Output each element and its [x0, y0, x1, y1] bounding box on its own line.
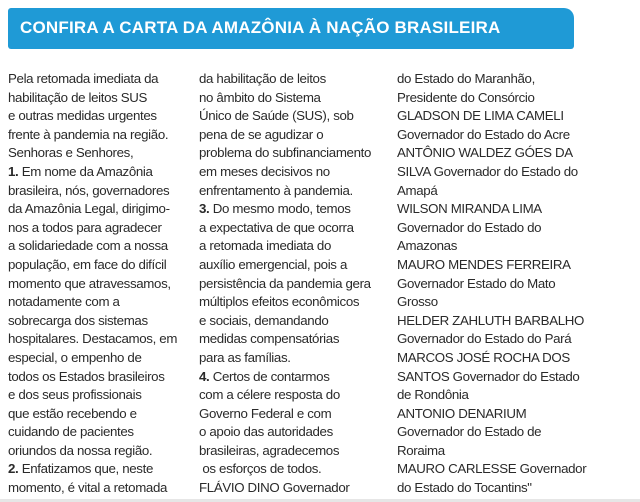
text-line: [397, 423, 597, 442]
text-line: [8, 107, 183, 126]
text-line: [199, 405, 379, 424]
line-text: do Estado do Maranhão,: [397, 71, 535, 86]
text-line: [199, 386, 379, 405]
line-text: Amazonas: [397, 238, 458, 254]
text-line: [397, 405, 597, 424]
line-text: Enfatizamos que, neste: [18, 461, 153, 477]
text-line: [397, 293, 597, 312]
paragraph-number: 2.: [8, 461, 19, 477]
text-line: [199, 442, 379, 461]
text-line: [199, 182, 379, 201]
text-line: [199, 126, 379, 145]
line-text: brasileira, nós, governadores: [8, 182, 170, 198]
text-line: [199, 144, 379, 163]
text-line: [199, 89, 379, 108]
text-column-2: [199, 70, 379, 498]
line-text: nos a todos para agradecer: [8, 219, 162, 235]
line-text: em meses decisivos no: [199, 163, 330, 179]
line-text: SANTOS Governador do Estado: [397, 368, 580, 384]
page-title: CONFIRA A CARTA DA AMAZÔNIA À NAÇÃO BRASILEIRA: [20, 18, 501, 37]
line-text: momento, é vital a retomada: [8, 480, 168, 496]
line-text: de Rondônia: [397, 387, 469, 403]
line-text: Senhoras e Senhores,: [8, 145, 134, 161]
line-text: e sociais, demandando: [199, 312, 329, 328]
line-text: especial, o empenho de: [8, 349, 142, 365]
line-text: a retomada imediata do: [199, 238, 332, 254]
text-line: [397, 442, 597, 461]
text-line: [397, 163, 597, 182]
line-text: HELDER ZAHLUTH BARBALHO: [397, 312, 585, 328]
line-text: sobrecarga dos sistemas: [8, 312, 148, 328]
text-line: [8, 144, 183, 163]
paragraph-number: 3.: [199, 201, 210, 217]
paragraph-number: 4.: [199, 368, 210, 384]
line-text: e outras medidas urgentes: [8, 108, 157, 124]
text-line: [8, 275, 183, 294]
text-line: [199, 293, 379, 312]
text-line: [199, 479, 379, 498]
text-line: [199, 368, 379, 387]
line-text: MAURO CARLESSE Governador: [397, 461, 587, 477]
text-line: [8, 423, 183, 442]
text-column-3: [397, 70, 597, 498]
line-text: GLADSON DE LIMA CAMELI: [397, 108, 564, 124]
text-line: [8, 368, 183, 387]
line-text: a solidariedade com a nossa: [8, 238, 168, 254]
line-text: momento que atravessamos,: [8, 275, 171, 291]
text-line: [397, 275, 597, 294]
line-text: cuidando de pacientes: [8, 424, 134, 440]
line-text: persistência da pandemia gera: [199, 275, 371, 291]
line-text: Governador do Estado do Acre: [397, 126, 570, 142]
text-line: [397, 89, 597, 108]
text-line: [8, 442, 183, 461]
line-text: Governador do Estado do: [397, 219, 542, 235]
line-text: da habilitação de leitos: [199, 71, 326, 86]
text-line: [397, 330, 597, 349]
text-line: [8, 460, 183, 479]
line-text: habilitação de leitos SUS: [8, 89, 148, 105]
line-text: Governador do Estado de: [397, 424, 542, 440]
text-line: [199, 330, 379, 349]
text-line: [8, 126, 183, 145]
text-line: [8, 479, 183, 498]
line-text: FLÁVIO DINO Governador: [199, 480, 350, 496]
text-line: [8, 163, 183, 182]
text-line: [8, 237, 183, 256]
line-text: MARCOS JOSÉ ROCHA DOS: [397, 349, 570, 365]
text-line: [397, 107, 597, 126]
line-text: da Amazônia Legal, dirigimo-: [8, 201, 170, 217]
line-text: SILVA Governador do Estado do: [397, 163, 578, 179]
text-line: [8, 386, 183, 405]
line-text: Único de Saúde (SUS), sob: [199, 108, 354, 124]
line-text: Grosso: [397, 294, 438, 310]
line-text: Governo Federal e com: [199, 405, 332, 421]
text-line: [8, 182, 183, 201]
text-line: [397, 312, 597, 331]
text-column-1: [8, 70, 183, 498]
text-line: [199, 237, 379, 256]
line-text: do Estado do Tocantins": [397, 480, 532, 496]
text-line: [8, 293, 183, 312]
text-line: [397, 256, 597, 275]
text-line: [199, 256, 379, 275]
line-text: e dos seus profissionais: [8, 387, 142, 403]
line-text: Amapá: [397, 182, 438, 198]
line-text: MAURO MENDES FERREIRA: [397, 256, 571, 272]
line-text: Presidente do Consórcio: [397, 89, 535, 105]
line-text: para as famílias.: [199, 349, 291, 365]
line-text: Do mesmo modo, temos: [209, 201, 351, 217]
title-banner: [8, 8, 574, 49]
line-text: no âmbito do Sistema: [199, 89, 321, 105]
line-text: ANTÔNIO WALDEZ GÓES DA: [397, 145, 573, 161]
text-line: [397, 368, 597, 387]
text-line: [397, 349, 597, 368]
text-line: [199, 423, 379, 442]
text-line: [397, 182, 597, 201]
text-line: [8, 349, 183, 368]
text-line: [8, 256, 183, 275]
line-text: hospitalares. Destacamos, em: [8, 331, 178, 347]
text-line: [199, 107, 379, 126]
text-line: [397, 219, 597, 238]
line-text: Pela retomada imediata da: [8, 71, 159, 86]
text-line: [199, 460, 379, 479]
line-text: notadamente com a: [8, 294, 120, 310]
text-line: [8, 70, 183, 89]
line-text: múltiplos efeitos econômicos: [199, 294, 360, 310]
line-text: Certos de contarmos: [209, 368, 330, 384]
text-line: [8, 405, 183, 424]
text-line: [199, 163, 379, 182]
text-line: [397, 479, 597, 498]
text-line: [397, 144, 597, 163]
line-text: população, em face do difícil: [8, 256, 167, 272]
text-line: [199, 275, 379, 294]
line-text: Governador Estado do Mato: [397, 275, 556, 291]
line-text: frente à pandemia na região.: [8, 126, 169, 142]
text-line: [397, 200, 597, 219]
text-line: [397, 70, 597, 89]
text-line: [397, 386, 597, 405]
text-line: [199, 70, 379, 89]
line-text: problema do subfinanciamento: [199, 145, 372, 161]
text-line: [199, 219, 379, 238]
line-text: a expectativa de que ocorra: [199, 219, 354, 235]
line-text: que estão recebendo e: [8, 405, 137, 421]
line-text: os esforços de todos.: [199, 461, 322, 477]
text-line: [8, 312, 183, 331]
line-text: auxílio emergencial, pois a: [199, 256, 347, 272]
line-text: ANTONIO DENARIUM: [397, 405, 527, 421]
line-text: medidas compensatórias: [199, 331, 340, 347]
line-text: pena de se agudizar o: [199, 126, 324, 142]
line-text: Roraima: [397, 442, 445, 458]
text-line: [8, 200, 183, 219]
text-line: [199, 349, 379, 368]
text-line: [397, 237, 597, 256]
text-line: [8, 330, 183, 349]
text-line: [8, 89, 183, 108]
line-text: Governador do Estado do Pará: [397, 331, 572, 347]
line-text: oriundos da nossa região.: [8, 442, 153, 458]
line-text: com a célere resposta do: [199, 387, 340, 403]
line-text: WILSON MIRANDA LIMA: [397, 201, 542, 217]
text-line: [8, 219, 183, 238]
line-text: o apoio das autoridades: [199, 424, 333, 440]
text-line: [397, 460, 597, 479]
text-line: [397, 126, 597, 145]
text-line: [199, 200, 379, 219]
line-text: todos os Estados brasileiros: [8, 368, 165, 384]
line-text: brasileiras, agradecemos: [199, 442, 340, 458]
text-line: [199, 312, 379, 331]
paragraph-number: 1.: [8, 163, 19, 179]
line-text: Em nome da Amazônia: [18, 163, 153, 179]
line-text: enfrentamento à pandemia.: [199, 182, 353, 198]
